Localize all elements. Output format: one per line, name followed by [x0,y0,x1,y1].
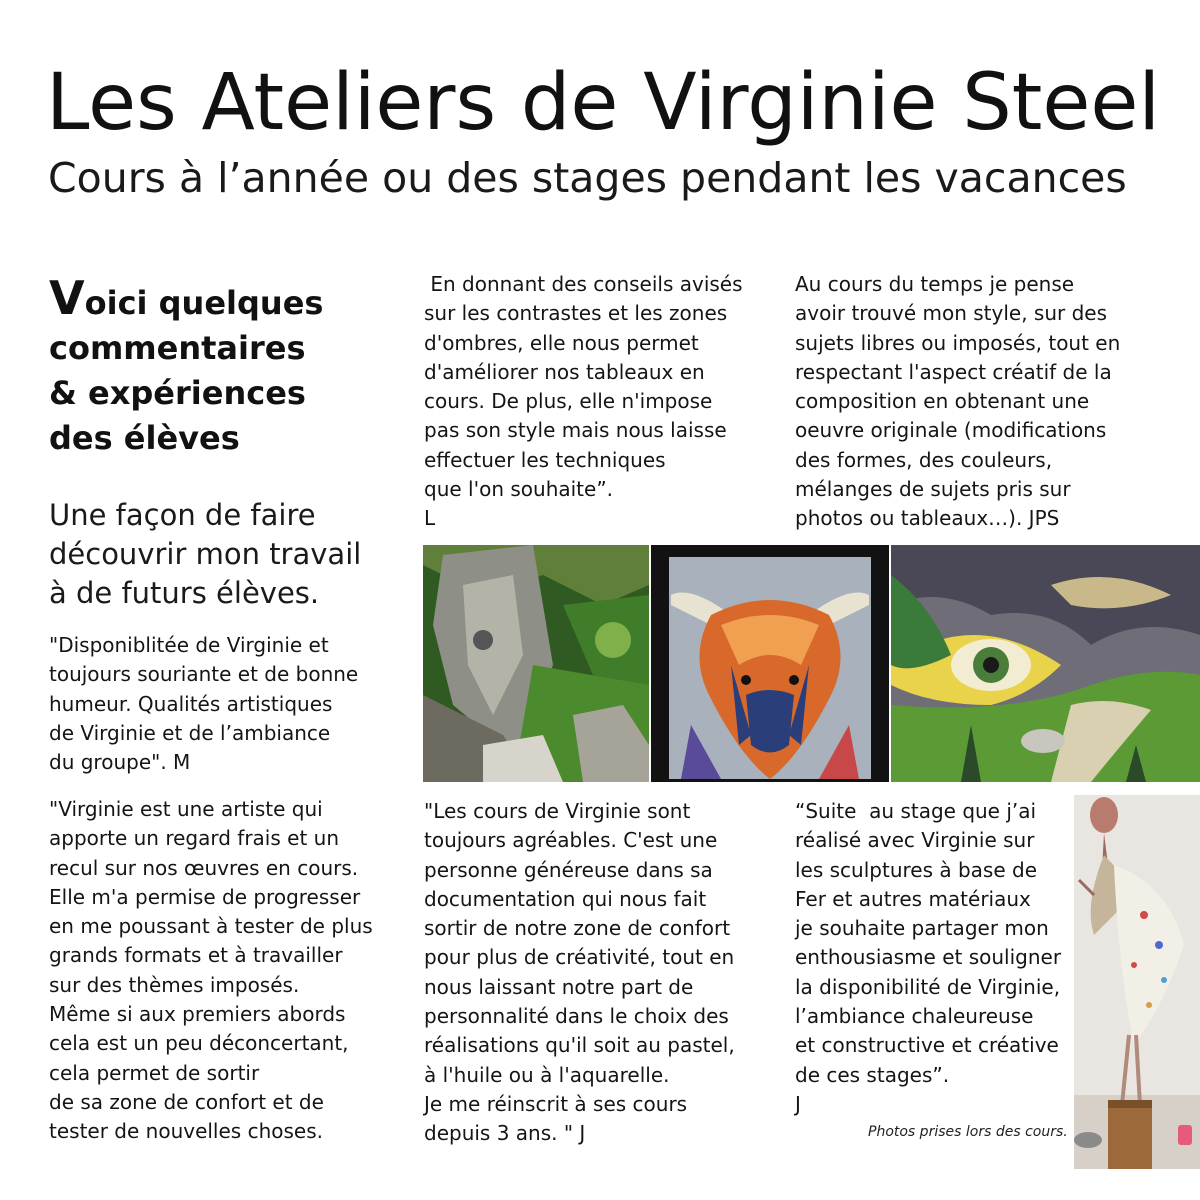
quote-j-sculpture: “Suite au stage que j’ai réalisé avec Virginie sur les sculptures à base de Fer et autres matériaux je souhaite partager mon enthousiasme et souligner la disponibilité de Virginie, l’ambiance chaleureuse et constructive et créative de ces stages”. J [795,799,1062,1116]
page-title: Les Ateliers de Virginie Steel [46,58,1161,148]
quote-artist-fresh-look: "Virginie est une artiste qui apporte un regard frais et un recul sur nos œuvres en cours. Elle m'a permise de progresser en me poussant à tester de plus grands formats et à travailler sur des thèmes imposés. Même si aux premiers abords cela est un peu déconcertant, cela permet de sortir de sa zone de confort et de tester de nouvelles choses. [49,797,373,1144]
painting-rocks-photo [423,545,649,782]
heading-line-1 [49,271,389,326]
heading-line-2: commentaires [49,329,306,367]
quote-l: En donnant des conseils avisés sur les contrastes et les zones d'ombres, elle nous permet d'améliorer nos tableaux en cours. De plus, elle n'impose pas son style mais nous laisse effectuer les techniques que l'on souhaite”. L [424,272,743,531]
painting-highland-cow-photo [651,545,889,782]
heading-line-3: & expériences [49,374,306,412]
painting-surreal-eye-photo [891,545,1200,782]
intro-text: Une façon de faire découvrir mon travail à de futurs élèves. [49,498,362,610]
sculpture-photo [1074,795,1200,1169]
page-subtitle: Cours à l’année ou des stages pendant les vacances [48,154,1127,202]
quote-m: "Disponiblitée de Virginie et toujours souriante et de bonne humeur. Qualités artistiques de Virginie et de l’ambiance du groupe". M [49,633,359,775]
heading-initial: V [49,271,85,325]
quote-j-courses: "Les cours de Virginie sont toujours agréables. C'est une personne généreuse dans sa documentation qui nous fait sortir de notre zone de confort pour plus de créativité, tout en nous laissant notre part de personnalité dans le choix des réalisations qu'il soit au pastel, à l'huile ou à l'aquarelle. Je me réinscrit à ses cours depuis 3 ans. " J [424,799,735,1146]
quote-jps: Au cours du temps je pense avoir trouvé mon style, sur des sujets libres ou imposés, tout en respectant l'aspect créatif de la composition en obtenant une oeuvre originale (modifications des formes, des couleurs, mélanges de sujets pris sur photos ou tableaux…). JPS [795,272,1121,531]
heading-line-4: des élèves [49,419,240,457]
photo-caption: Photos prises lors des cours. [868,1124,1068,1140]
heading-line-1-text: oici quelques [84,284,324,322]
section-heading [49,271,389,461]
